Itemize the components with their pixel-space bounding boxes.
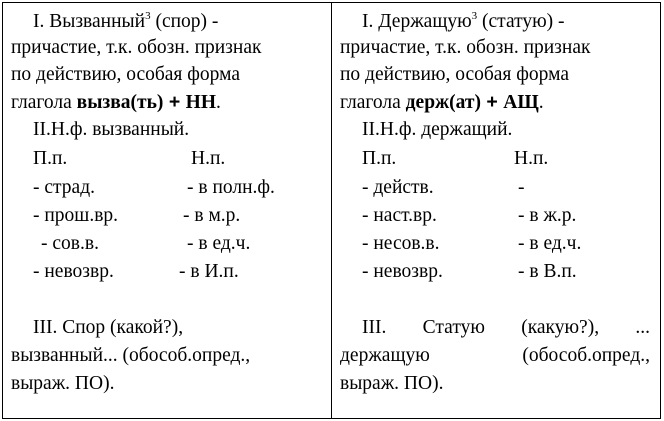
right-p3-line-2: держащую (обособ.опред.,: [340, 345, 650, 366]
left-line-4: глагола вызва(ть) + НН.: [11, 91, 221, 113]
right-line-4: глагола держ(ат) + АЩ.: [340, 91, 544, 113]
right-line-1: I. Держащую$^3$ (статую) -: [362, 10, 565, 32]
left-p3-line-2: вызванный... (обособ.опред.,: [11, 345, 251, 366]
right-line-3: по действию, особая форма: [340, 64, 569, 85]
left-p3-line-1: III. Спор (какой?),: [33, 317, 184, 338]
right-table-head: П.п. Н.п.: [362, 148, 549, 169]
left-column: [3, 3, 331, 418]
right-row-4: - невозвр. - в В.п.: [362, 261, 577, 282]
right-line-2: причастие, т.к. обозн. признак: [340, 37, 591, 58]
left-line-5: II.Н.ф. вызванный.: [33, 119, 190, 140]
right-row-3: - несов.в. - в ед.ч.: [362, 233, 582, 254]
left-row-2: - прош.вр. - в м.р.: [33, 205, 241, 226]
left-p3-line-3: выраж. ПО).: [11, 373, 115, 394]
right-row-2: - наст.вр. - в ж.р.: [362, 205, 577, 226]
left-line-1: I. Вызванный$^3$ (спор) -: [33, 10, 219, 32]
right-p3-line-1: III. Статую (какую?), ...: [362, 317, 650, 338]
left-table-head: П.п. Н.п.: [33, 148, 226, 169]
right-line-5: II.Н.ф. держащий.: [362, 119, 513, 140]
right-row-1: - действ. -: [362, 177, 525, 198]
right-column: [331, 3, 660, 418]
right-p3-line-3: выраж. ПО).: [340, 373, 444, 394]
left-line-3: по действию, особая форма: [11, 64, 240, 85]
left-row-4: - невозвр. - в И.п.: [33, 261, 239, 282]
left-line-2: причастие, т.к. обозн. признак: [11, 37, 262, 58]
analysis-table: [2, 2, 661, 419]
left-row-3: - сов.в. - в ед.ч.: [41, 233, 251, 254]
left-row-1: - страд. - в полн.ф.: [33, 177, 275, 198]
